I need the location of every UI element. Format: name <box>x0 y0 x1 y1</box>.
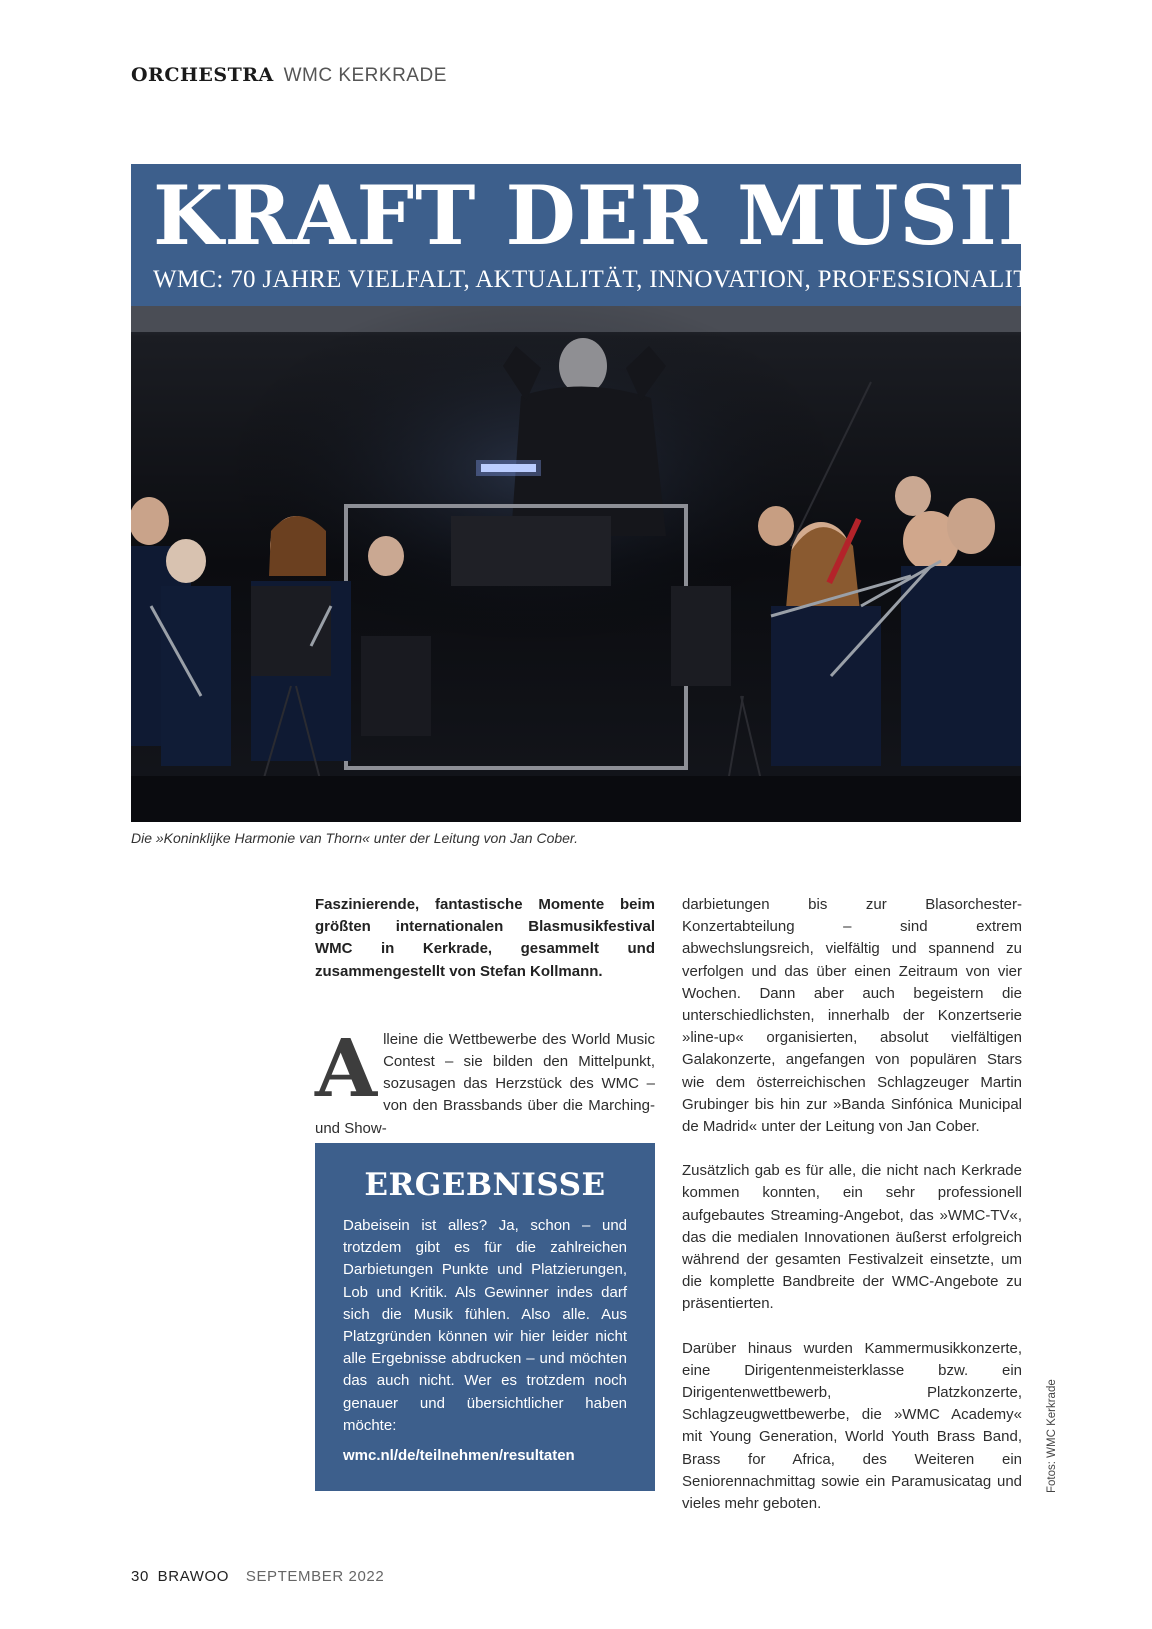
orchestra-photo <box>131 306 1021 822</box>
section-header <box>131 64 447 87</box>
article-paragraph: Darüber hinaus wurden Kammermusikkonzerte, eine Dirigentenmeisterklasse bzw. ein Dirigentenwettbewerb, Platzkonzerte, Schlagzeugwettbewerbe, die »WMC Academy« mit Young Generation, World Youth Brass Band, Brass for Africa, des Weiteren ein Seniorennachmittag sowie ein Paramusicatag und vieles mehr geboten. <box>682 1339 1022 1513</box>
issue-date: SEPTEMBER 2022 <box>245 1568 385 1585</box>
page-number: 30 <box>131 1568 149 1585</box>
category-label: ORCHESTRA <box>131 64 274 86</box>
photo-caption: Die »Koninklijke Harmonie van Thorn« unter der Leitung von Jan Cober. <box>131 830 578 846</box>
article-body-text: lleine die Wettbewerbe des World Music Contest – sie bilden den Mittelpunkt, sozusagen das Herzstück des WMC – von den Brassbands über die Marching- und Show- <box>315 1030 655 1137</box>
article-body-start <box>315 1020 655 1140</box>
title-banner <box>131 164 1070 306</box>
publication-name: BRAWOO <box>157 1568 230 1585</box>
results-box <box>315 1143 655 1491</box>
article-paragraph: Zusätzlich gab es für alle, die nicht nach Kerkrade kommen konnten, ein sehr professionell aufgebautes Streaming-Angebot, das »WMC-TV«, das die medialen Innovationen äußerst erfolgreich während der gesamten Festivalzeit einsetzte, um die komplette Bandbreite der WMC-Angebote zu präsentierten. <box>682 1162 1022 1313</box>
article-paragraph: darbietungen bis zur Blasorchester-Konzertabteilung – sind extrem abwechslungsreich, vielfältig und spannend zu verfolgen und das über einen Zeitraum von vier Wochen. Dann aber auch begeistern die unterschiedlichsten, innerhalb der Konzertserie »line-up« organisierten, absolut vielfältigen Galakonzerte, angefangen von populären Stars wie dem österreichischen Schlagzeuger Martin Grubinger bis hin zur »Banda Sinfónica Municipal de Madrid« unter der Leitung von Jan Cober. <box>682 896 1022 1136</box>
article-lead: Faszinierende, fantastische Momente beim größten internationalen Blasmusikfestival WMC in Kerkrade, gesammelt und zusammengestellt von Stefan Kollmann. <box>315 896 655 980</box>
results-body: Dabeisein ist alles? Ja, schon – und trotzdem gibt es für die zahlreichen Darbietungen Punkte und Platzierungen, Lob und Kritik. Als Gewinner indes darf sich die Musik fühlen. Also alle. Aus Platzgründen können wir hier leider nicht alle Ergebnisse abdrucken – und möchten das auch nicht. Wer es trotzdem noch genauer und übersichtlicher haben möchte: <box>343 1217 627 1434</box>
page-subtitle: WMC: 70 JAHRE VIELFALT, AKTUALITÄT, INNOVATION, PROFESSIONALITÄT <box>153 266 1063 293</box>
section-label: WMC KERKRADE <box>283 65 447 86</box>
article-column-2 <box>682 894 1022 1515</box>
article-column-1 <box>315 894 655 1140</box>
photo-credit: Fotos: WMC Kerkrade <box>1046 1379 1058 1493</box>
page-footer <box>131 1568 384 1585</box>
results-link[interactable]: wmc.nl/de/teilnehmen/resultaten <box>343 1447 575 1465</box>
results-title: ERGEBNISSE <box>364 1167 606 1203</box>
drop-cap: A <box>315 1020 378 1115</box>
page-title: KRAFT DER MUSIK <box>153 169 1070 264</box>
